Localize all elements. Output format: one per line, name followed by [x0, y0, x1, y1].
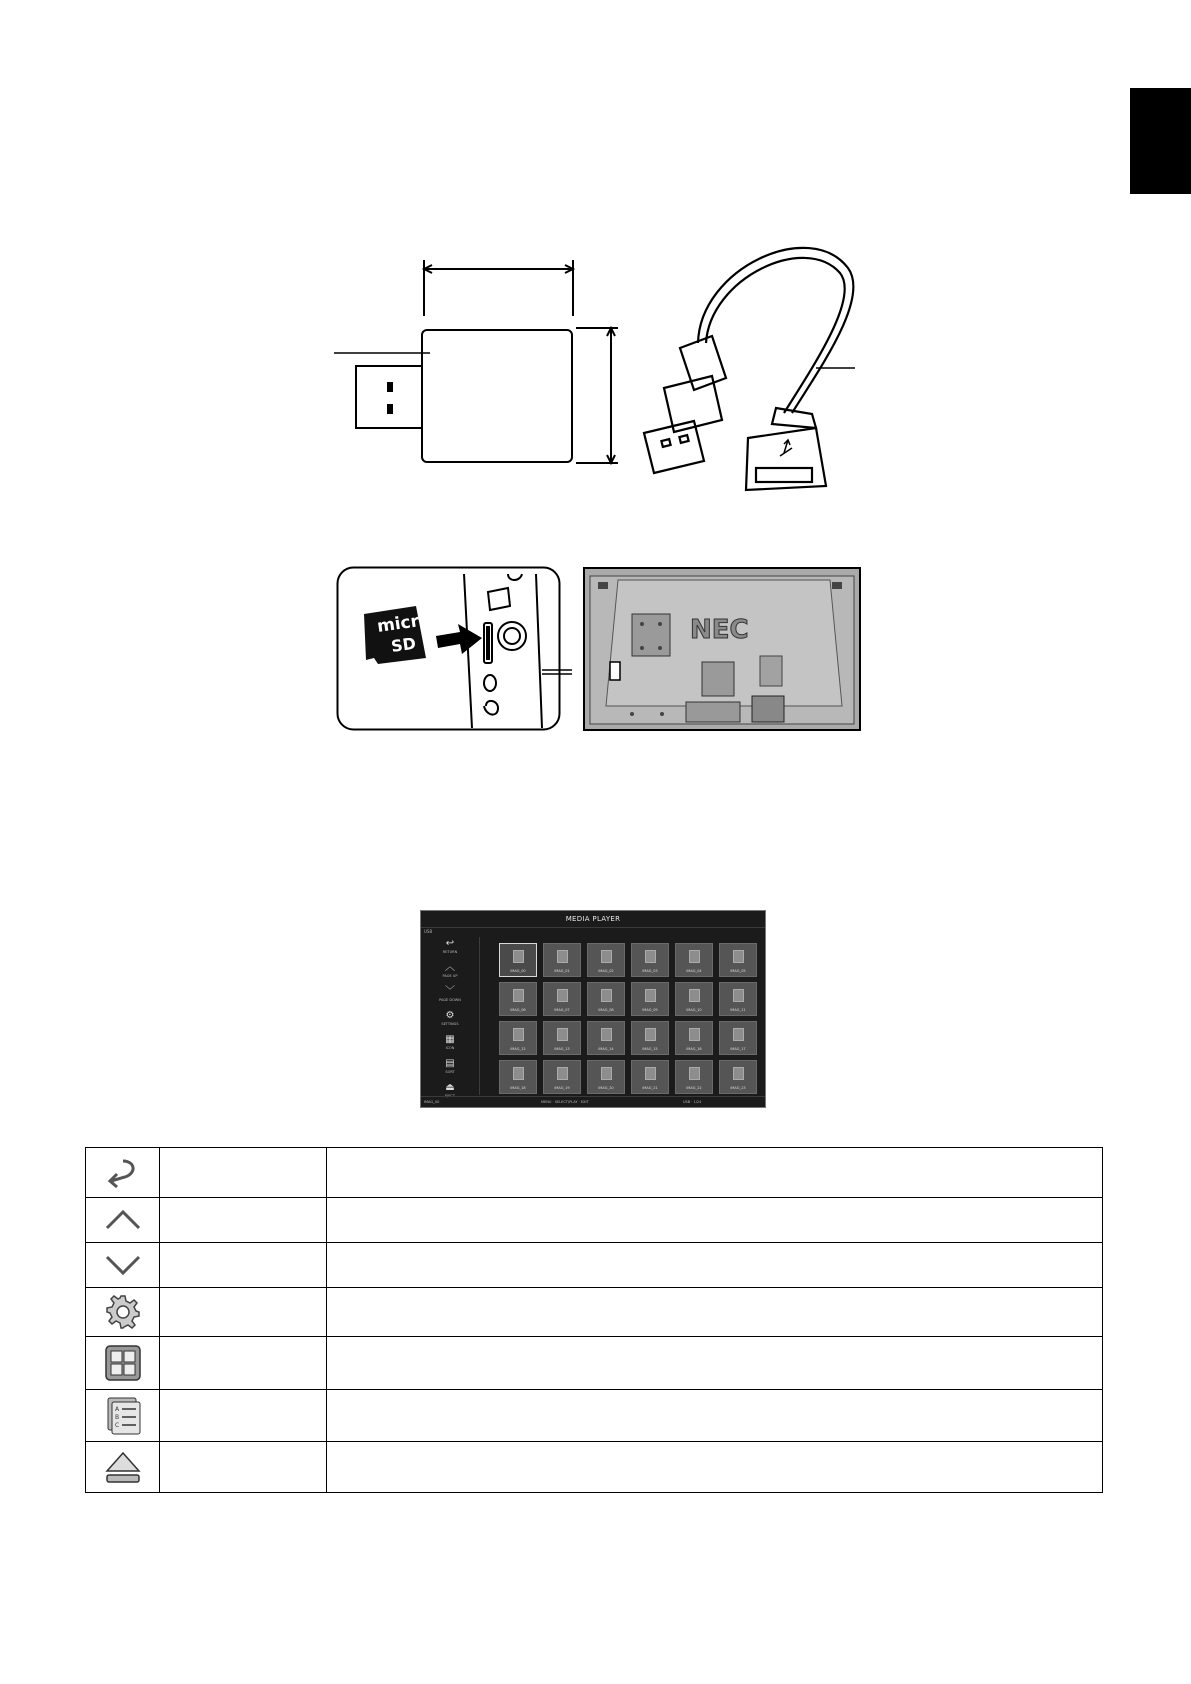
return-icon: [86, 1157, 159, 1189]
file-icon: [601, 1067, 612, 1080]
icon-description: [327, 1198, 1103, 1243]
eject-icon: [86, 1449, 159, 1485]
table-row: [86, 1243, 1103, 1288]
file-name: IMAG_10: [686, 1008, 702, 1012]
media-player-screenshot: [420, 910, 766, 1108]
settings-icon: [86, 1294, 159, 1330]
file-icon: [557, 1028, 568, 1041]
file-name: IMAG_07: [554, 1008, 570, 1012]
usb-adapter-figure: [320, 250, 620, 470]
file-icon: [601, 989, 612, 1002]
file-icon: [513, 1028, 524, 1041]
sidebar-item-return[interactable]: ↩ RETURN: [424, 937, 476, 961]
icon-description: [327, 1288, 1103, 1337]
icon-name: [160, 1148, 327, 1198]
file-name: IMAG_22: [686, 1086, 702, 1090]
file-thumbnail[interactable]: [631, 1021, 669, 1055]
file-thumbnail[interactable]: [719, 1060, 757, 1094]
language-tab: [1130, 88, 1191, 194]
settings-icon: ⚙: [445, 1010, 455, 1021]
file-icon: [733, 950, 744, 963]
file-thumbnail[interactable]: [631, 982, 669, 1016]
file-icon: [733, 1028, 744, 1041]
file-name: IMAG_21: [642, 1086, 658, 1090]
table-row: [86, 1288, 1103, 1337]
file-icon: [601, 950, 612, 963]
icon-table: [85, 1147, 1103, 1493]
file-name: IMAG_11: [730, 1008, 746, 1012]
file-thumbnail[interactable]: [543, 1060, 581, 1094]
file-name: IMAG_01: [554, 969, 570, 973]
file-icon: [645, 989, 656, 1002]
microsd-insert-figure: [336, 566, 562, 732]
icon-description: [327, 1243, 1103, 1288]
file-icon: [557, 950, 568, 963]
table-row: [86, 1390, 1103, 1442]
file-icon: [645, 1028, 656, 1041]
file-name: IMAG_00: [510, 969, 526, 973]
file-name: IMAG_19: [554, 1086, 570, 1090]
file-icon: [689, 1067, 700, 1080]
sidebar-item-page-down[interactable]: ﹀ PAGE DOWN: [424, 985, 476, 1009]
file-thumbnail[interactable]: [587, 1060, 625, 1094]
file-name: IMAG_13: [554, 1047, 570, 1051]
file-name: IMAG_09: [642, 1008, 658, 1012]
file-name: IMAG_14: [598, 1047, 614, 1051]
file-name: IMAG_23: [730, 1086, 746, 1090]
table-row: [86, 1337, 1103, 1390]
file-name: IMAG_12: [510, 1047, 526, 1051]
file-icon: [645, 950, 656, 963]
icon-description: [327, 1337, 1103, 1390]
file-name: IMAG_16: [686, 1047, 702, 1051]
icon-name: [160, 1390, 327, 1442]
file-thumbnail[interactable]: [675, 1060, 713, 1094]
file-thumbnail[interactable]: [543, 943, 581, 977]
file-name: IMAG_03: [642, 969, 658, 973]
file-name: IMAG_18: [510, 1086, 526, 1090]
table-row: [86, 1198, 1103, 1243]
media-player-title: MEDIA PLAYER: [421, 911, 765, 928]
media-player-sidebar: [424, 937, 476, 1098]
file-icon: [557, 989, 568, 1002]
file-name: IMAG_15: [642, 1047, 658, 1051]
file-icon: [513, 950, 524, 963]
monitor-back-figure: [542, 566, 862, 732]
icon-name: [160, 1442, 327, 1493]
table-row: [86, 1442, 1103, 1493]
eject-icon: ⏏: [445, 1082, 455, 1093]
usb-cable-figure: [640, 228, 870, 493]
media-player-path: USB: [424, 929, 433, 934]
nec-logo: NEC: [690, 615, 749, 645]
file-thumbnail[interactable]: [675, 1021, 713, 1055]
file-thumbnail[interactable]: [499, 982, 537, 1016]
file-icon: [513, 989, 524, 1002]
svg-text:A: A: [114, 1405, 119, 1413]
file-thumbnail[interactable]: [631, 1060, 669, 1094]
file-icon: [645, 1067, 656, 1080]
svg-text:C: C: [114, 1421, 119, 1429]
file-thumbnail[interactable]: [499, 1021, 537, 1055]
file-name: IMAG_08: [598, 1008, 614, 1012]
file-name: IMAG_20: [598, 1086, 614, 1090]
icon-description: [327, 1148, 1103, 1198]
svg-text:SD: SD: [389, 633, 418, 656]
return-icon: ↩: [445, 938, 455, 949]
icon-name: [160, 1288, 327, 1337]
sidebar-item-icon[interactable]: ▦ ICON: [424, 1033, 476, 1057]
page-down-icon: [86, 1251, 159, 1279]
file-icon: [601, 1028, 612, 1041]
icon-description: [327, 1442, 1103, 1493]
file-icon: [733, 1067, 744, 1080]
file-thumbnail[interactable]: [587, 982, 625, 1016]
file-name: IMAG_04: [686, 969, 702, 973]
file-name: IMAG_06: [510, 1008, 526, 1012]
file-thumbnail[interactable]: [675, 943, 713, 977]
file-name: IMAG_17: [730, 1047, 746, 1051]
file-grid: [499, 943, 761, 1093]
file-thumbnail[interactable]: [587, 943, 625, 977]
file-thumbnail[interactable]: [675, 982, 713, 1016]
status-key-guide: MENU · SELECT/PLAY · EXIT: [541, 1100, 589, 1104]
sidebar-item-settings[interactable]: ⚙ SETTINGS: [424, 1009, 476, 1033]
page-down-icon: ﹀: [445, 986, 455, 997]
file-icon: [557, 1067, 568, 1080]
icon-description: [327, 1390, 1103, 1442]
icon-name: [160, 1198, 327, 1243]
icon-view-icon: [86, 1344, 159, 1382]
icon-view-icon: ▦: [445, 1034, 455, 1045]
sidebar-item-eject[interactable]: ⏏ EJECT: [424, 1081, 476, 1105]
file-icon: [733, 989, 744, 1002]
page-up-icon: [86, 1206, 159, 1234]
sidebar-item-sort[interactable]: ▤ SORT: [424, 1057, 476, 1081]
file-thumbnail[interactable]: [631, 943, 669, 977]
icon-name: [160, 1243, 327, 1288]
status-media-info: USB · 1/24: [683, 1100, 702, 1104]
sort-icon: ▤: [445, 1058, 455, 1069]
status-bar: [421, 1096, 765, 1107]
microsd-logo: micro: [375, 609, 432, 637]
file-icon: [689, 1028, 700, 1041]
file-thumbnail[interactable]: [543, 1021, 581, 1055]
file-thumbnail[interactable]: [719, 943, 757, 977]
file-icon: [689, 950, 700, 963]
status-selected-file: IMAG_00: [424, 1100, 440, 1104]
file-thumbnail[interactable]: [719, 982, 757, 1016]
file-name: IMAG_02: [598, 969, 614, 973]
file-thumbnail[interactable]: [543, 982, 581, 1016]
svg-text:B: B: [114, 1413, 119, 1421]
file-thumbnail[interactable]: [499, 1060, 537, 1094]
file-icon: [689, 989, 700, 1002]
file-thumbnail[interactable]: [587, 1021, 625, 1055]
icon-name: [160, 1337, 327, 1390]
table-row: [86, 1148, 1103, 1198]
page-up-icon: ︿: [445, 962, 455, 973]
file-name: IMAG_05: [730, 969, 746, 973]
sidebar-item-page-up[interactable]: ︿ PAGE UP: [424, 961, 476, 985]
sort-icon: [86, 1396, 159, 1436]
file-icon: [513, 1067, 524, 1080]
sidebar-divider: [479, 937, 480, 1095]
file-thumbnail[interactable]: [499, 943, 537, 977]
file-thumbnail[interactable]: [719, 1021, 757, 1055]
